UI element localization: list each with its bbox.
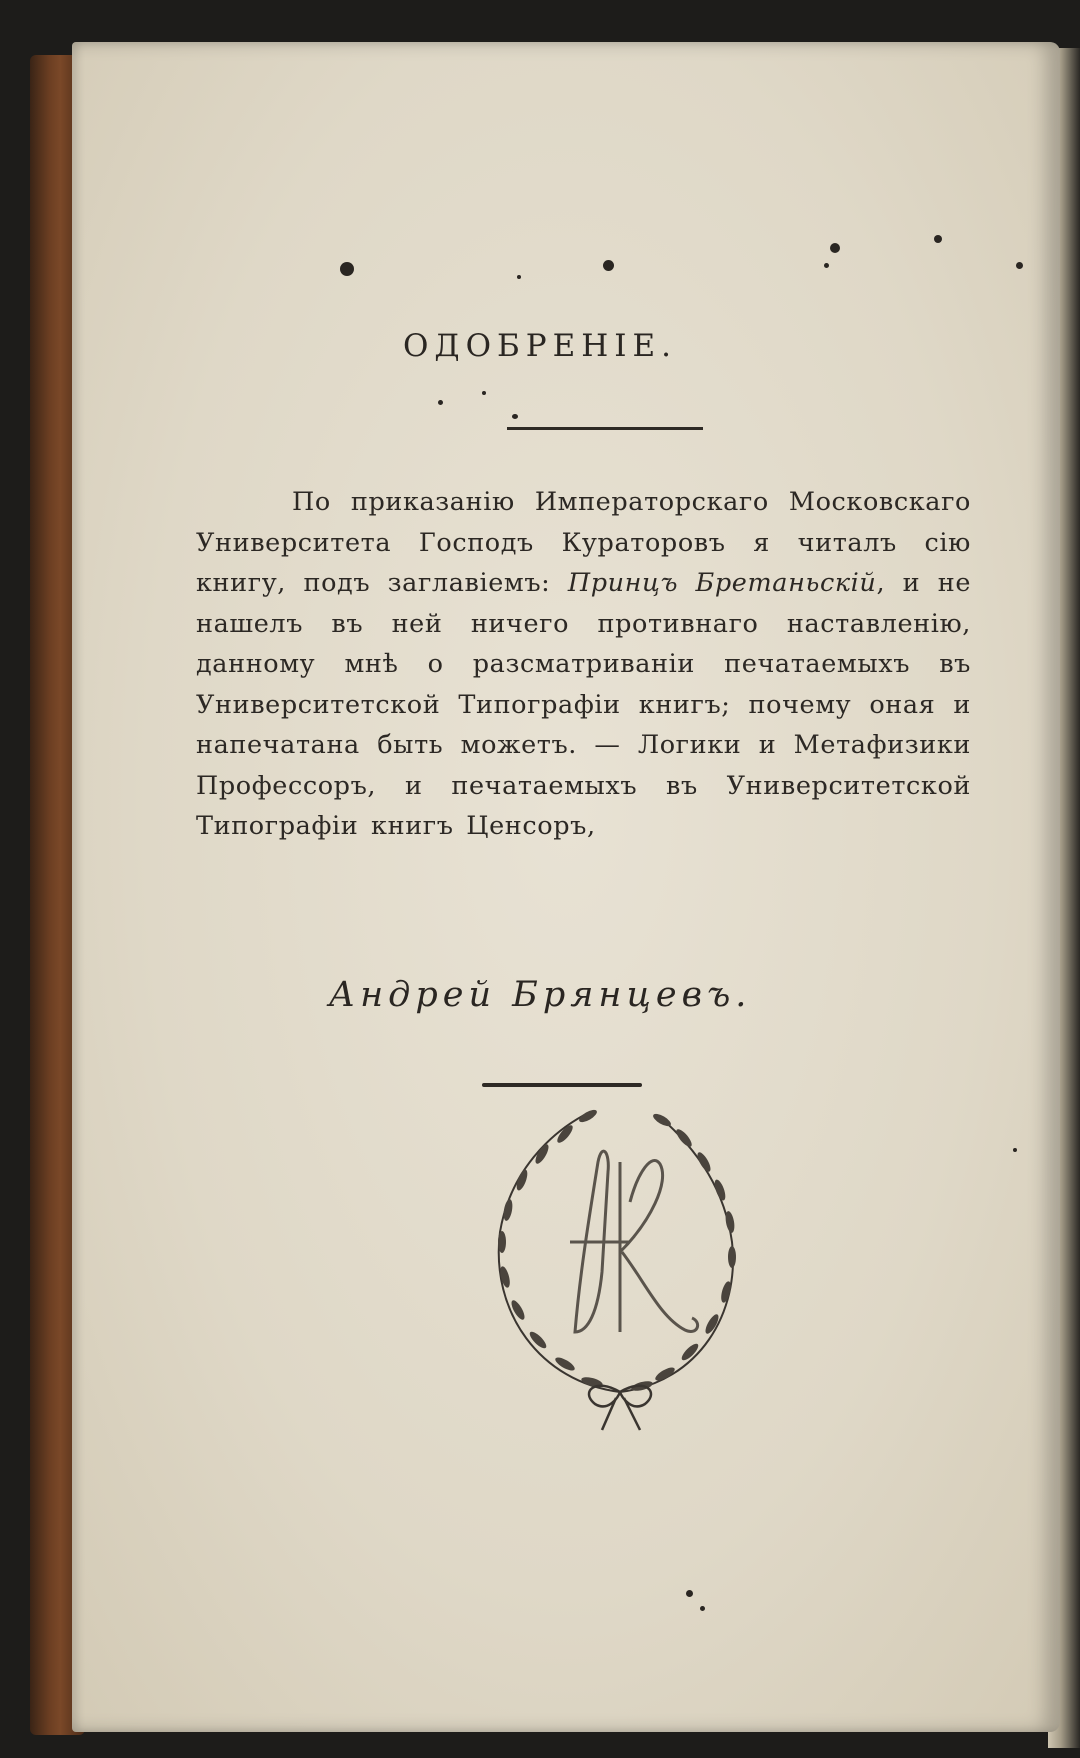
ornament-rule (482, 1083, 642, 1087)
paragraph-rest: , и не нашелъ въ ней ничего противнаго наставленію, данному мнѣ о разсматриваніи печатаемыхъ въ Университетской Типографіи книгъ; почему оная и напечатана быть можетъ. — Логики и Метафизики Профессоръ, и печатаемыхъ въ Университетской Типографіи книгъ Ценсоръ, (196, 568, 972, 841)
book-title: Принцъ Бретаньскій (567, 568, 877, 598)
laurel-wreath-monogram-icon (470, 1092, 770, 1442)
ink-spot (830, 243, 840, 253)
ink-spot (824, 263, 829, 268)
page-heading: ОДОБРЕНІЕ. (402, 328, 678, 364)
ink-spot (700, 1606, 705, 1611)
ink-spot (934, 235, 942, 243)
ink-spot (1013, 1148, 1017, 1152)
book-page (72, 42, 1060, 1732)
ink-spot (512, 414, 518, 419)
ink-spot (482, 391, 486, 395)
heading-rule (507, 427, 703, 430)
ink-spot (517, 275, 521, 279)
paragraph-lead: По приказанію Императорскаго Московскаго Университета Господъ Кураторовъ я читалъ сію книгу, подъ заглавіемъ: (196, 487, 971, 598)
ink-spot (1016, 262, 1023, 269)
censor-signature: Андрей Брянцевъ. (328, 975, 752, 1015)
ink-spot (603, 260, 614, 271)
ink-spot (438, 400, 443, 405)
ink-spot (686, 1590, 693, 1597)
approval-paragraph (196, 482, 971, 847)
ink-spot (340, 262, 354, 276)
